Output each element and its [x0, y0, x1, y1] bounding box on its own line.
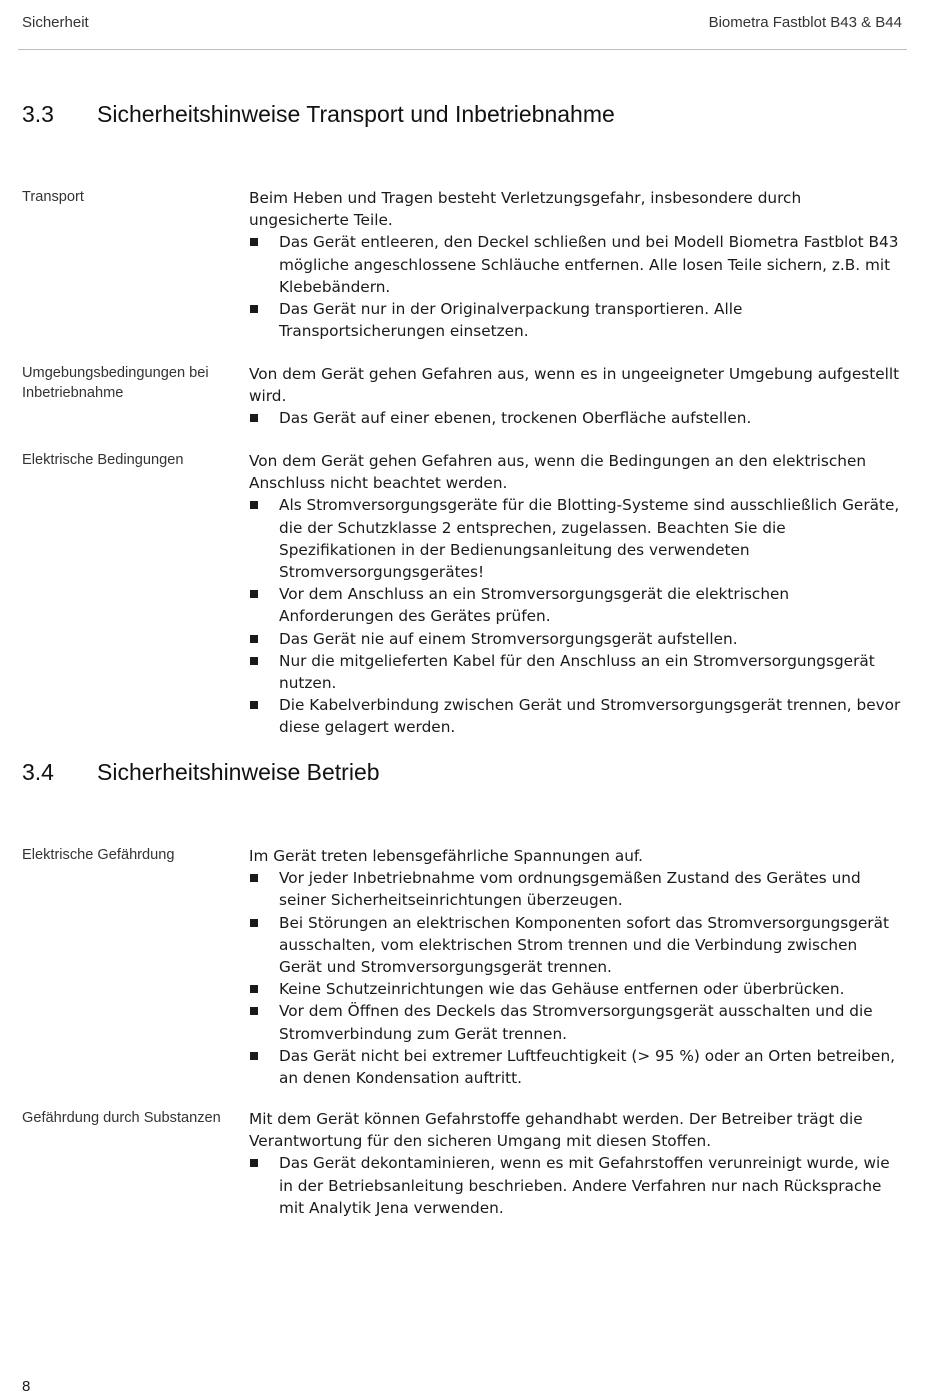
section-title: Sicherheitshinweise Transport und Inbetriebnahme — [97, 101, 615, 127]
block-body-transport — [249, 187, 901, 342]
bullet-item: Das Gerät nicht bei extremer Luftfeuchtigkeit (> 95 %) oder an Orten betreiben, an denen Kondensation auftritt. — [249, 1045, 901, 1089]
block-label-substance-hazard: Gefährdung durch Substanzen — [22, 1110, 221, 1126]
bullet-item: Die Kabelverbindung zwischen Gerät und Stromversorgungsgerät trennen, bevor diese gelagert werden. — [249, 694, 901, 738]
block-intro: Im Gerät treten lebensgefährliche Spannungen auf. — [249, 847, 644, 865]
bullet-item: Als Stromversorgungsgeräte für die Blotting-Systeme sind ausschließlich Geräte, die der Schutzklasse 2 entsprechen, zugelassen. Beachten Sie die Spezifikationen in der Bedienungsanleitung des verwendeten Stromversorgungsgerätes! — [249, 494, 901, 583]
block-label-transport: Transport — [22, 189, 84, 205]
header-divider — [18, 49, 907, 50]
block-label-environment: Umgebungsbedingungen bei Inbetriebnahme — [22, 365, 209, 401]
bullet-item: Vor dem Anschluss an ein Stromversorgungsgerät die elektrischen Anforderungen des Gerätes prüfen. — [249, 583, 901, 627]
section-number: 3.4 — [22, 759, 54, 785]
bullet-list — [249, 1152, 901, 1219]
section-number: 3.3 — [22, 101, 54, 127]
block-body-substance-hazard — [249, 1108, 901, 1219]
bullet-item: Das Gerät auf einer ebenen, trockenen Oberfläche aufstellen. — [249, 407, 901, 429]
bullet-item: Vor jeder Inbetriebnahme vom ordnungsgemäßen Zustand des Gerätes und seiner Sicherheitseinrichtungen überzeugen. — [249, 867, 901, 911]
block-body-electrical-hazard — [249, 845, 901, 1089]
block-label-electrical-hazard: Elektrische Gefährdung — [22, 847, 175, 863]
bullet-item: Das Gerät entleeren, den Deckel schließen und bei Modell Biometra Fastblot B43 mögliche angeschlossene Schläuche entfernen. Alle losen Teile sichern, z.B. mit Klebebändern. — [249, 231, 901, 298]
bullet-list — [249, 867, 901, 1089]
bullet-item: Keine Schutzeinrichtungen wie das Gehäuse entfernen oder überbrücken. — [249, 978, 901, 1000]
section-heading-3-3 — [22, 101, 615, 128]
bullet-list — [249, 494, 901, 738]
block-intro: Von dem Gerät gehen Gefahren aus, wenn es in ungeeigneter Umgebung aufgestellt wird. — [249, 365, 900, 406]
bullet-item: Vor dem Öffnen des Deckels das Stromversorgungsgerät ausschalten und die Stromverbindung zum Gerät trennen. — [249, 1000, 901, 1044]
block-body-electrical-conditions — [249, 450, 901, 739]
bullet-list — [249, 231, 901, 342]
block-body-environment — [249, 363, 901, 430]
block-intro: Mit dem Gerät können Gefahrstoffe gehandhabt werden. Der Betreiber trägt die Verantwortung für den sicheren Umgang mit diesen Stoffen. — [249, 1110, 863, 1151]
block-label-electrical-conditions: Elektrische Bedingungen — [22, 452, 184, 468]
bullet-list — [249, 407, 901, 429]
bullet-item: Bei Störungen an elektrischen Komponenten sofort das Stromversorgungsgerät ausschalten, vom elektrischen Strom trennen und die Verbindung zwischen Gerät und Stromversorgungsgerät trennen. — [249, 912, 901, 979]
section-heading-3-4 — [22, 759, 380, 786]
bullet-item: Das Gerät nie auf einem Stromversorgungsgerät aufstellen. — [249, 628, 901, 650]
section-title: Sicherheitshinweise Betrieb — [97, 759, 380, 785]
page-number: 8 — [22, 1378, 31, 1395]
bullet-item: Das Gerät nur in der Originalverpackung transportieren. Alle Transportsicherungen einsetzen. — [249, 298, 901, 342]
bullet-item: Nur die mitgelieferten Kabel für den Anschluss an ein Stromversorgungsgerät nutzen. — [249, 650, 901, 694]
running-header-product: Biometra Fastblot B43 & B44 — [708, 14, 902, 31]
running-header-section: Sicherheit — [22, 14, 89, 31]
bullet-item: Das Gerät dekontaminieren, wenn es mit Gefahrstoffen verunreinigt wurde, wie in der Betriebsanleitung beschrieben. Andere Verfahren nur nach Rücksprache mit Analytik Jena verwenden. — [249, 1152, 901, 1219]
block-intro: Beim Heben und Tragen besteht Verletzungsgefahr, insbesondere durch ungesicherte Teile. — [249, 189, 802, 230]
block-intro: Von dem Gerät gehen Gefahren aus, wenn die Bedingungen an den elektrischen Anschluss nicht beachtet werden. — [249, 452, 867, 493]
